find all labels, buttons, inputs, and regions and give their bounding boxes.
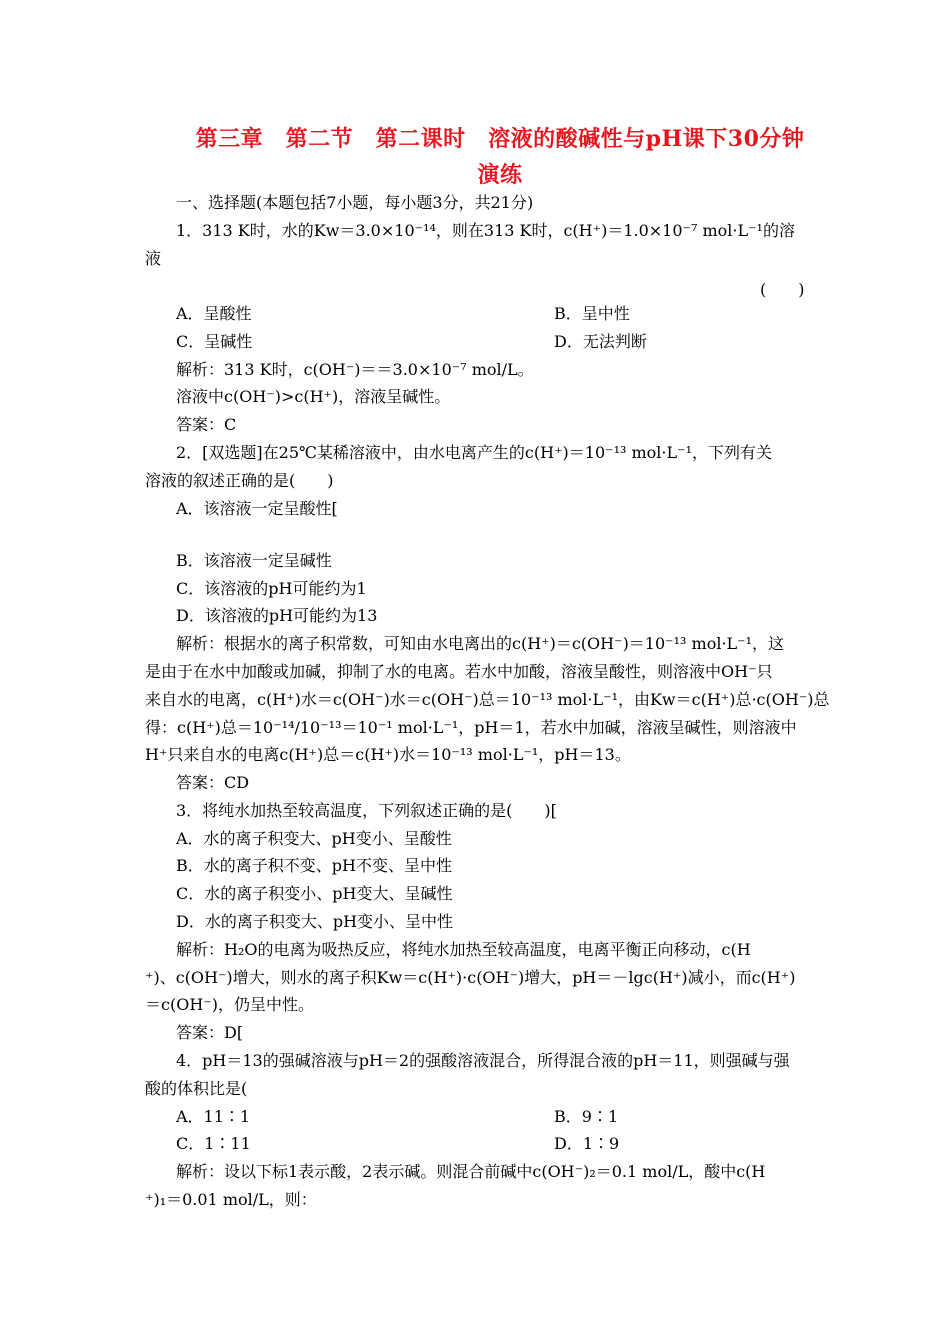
q2-stem-line-2: 溶液的叙述正确的是( ) (145, 471, 334, 490)
q3-option-c: C．水的离子积变小、pH变大、呈碱性 (176, 884, 453, 903)
q4-stem-line-2: 酸的体积比是( (145, 1079, 248, 1098)
q3-explanation-line-3: ＝c(OH⁻)，仍呈中性。 (145, 995, 314, 1014)
q1-stem-line-1: 1．313 K时，水的Kw＝3.0×10⁻¹⁴，则在313 K时，c(H⁺)＝1.0×10⁻⁷ mol·L⁻¹的溶 (176, 221, 795, 240)
page-title-line-1: 第三章 第二节 第二课时 溶液的酸碱性与pH课下30分钟 (195, 126, 805, 152)
q2-explanation-line-1: 解析：根据水的离子积常数，可知由水电离出的c(H⁺)＝c(OH⁻)＝10⁻¹³ mol·L⁻¹，这 (176, 634, 785, 653)
q3-option-b: B．水的离子积不变、pH不变、呈中性 (176, 856, 452, 875)
page-title-line-2: 演练 (477, 162, 523, 188)
q1-explanation-line-1: 解析：313 K时，c(OH⁻)＝＝3.0×10⁻⁷ mol/L。 (176, 360, 534, 379)
q3-option-a: A．水的离子积变大、pH变小、呈酸性 (176, 829, 452, 848)
q4-option-b: B．9∶1 (554, 1107, 619, 1126)
q1-option-b: B．呈中性 (554, 304, 630, 323)
q4-option-a: A．11∶1 (176, 1107, 251, 1126)
q1-answer: 答案：C (176, 415, 237, 434)
q1-option-c: C．呈碱性 (176, 332, 253, 351)
section-header: 一、选择题(本题包括7小题，每小题3分，共21分) (176, 193, 534, 212)
q1-options-row-2 (176, 332, 776, 352)
q2-option-d: D．该溶液的pH可能约为13 (176, 606, 378, 625)
q4-options-row-1 (176, 1107, 776, 1127)
q2-explanation-line-5: H⁺只来自水的电离c(H⁺)总＝c(H⁺)水＝10⁻¹³ mol·L⁻¹，pH＝13。 (145, 745, 631, 764)
q4-explanation-line-1: 解析：设以下标1表示酸，2表示碱。则混合前碱中c(OH⁻)₂＝0.1 mol/L，酸中c(H (176, 1162, 766, 1181)
q2-stem-line-1: 2．[双选题]在25℃某稀溶液中，由水电离产生的c(H⁺)＝10⁻¹³ mol·L⁻¹，下列有关 (176, 443, 772, 462)
q2-explanation-line-4: 得：c(H⁺)总＝10⁻¹⁴/10⁻¹³＝10⁻¹ mol·L⁻¹，pH＝1，若水中加碱，溶液呈碱性，则溶液中 (145, 718, 797, 737)
q1-option-a: A．呈酸性 (176, 304, 252, 323)
q4-stem-line-1: 4．pH＝13的强碱溶液与pH＝2的强酸溶液混合，所得混合液的pH＝11，则强碱与强 (176, 1051, 790, 1070)
q1-stem-line-2: 液 (145, 249, 162, 268)
q3-explanation-line-1: 解析：H₂O的电离为吸热反应，将纯水加热至较高温度，电离平衡正向移动，c(H (176, 940, 751, 959)
q2-option-a: A．该溶液一定呈酸性[ (176, 499, 338, 518)
q4-options-row-2 (176, 1134, 776, 1154)
q2-explanation-line-2: 是由于在水中加酸或加碱，抑制了水的电离。若水中加酸，溶液呈酸性，则溶液中OH⁻只 (145, 662, 773, 681)
q4-option-d: D．1∶9 (554, 1134, 620, 1153)
q4-option-c: C．1∶11 (176, 1134, 251, 1153)
q4-explanation-line-2: ⁺)₁＝0.01 mol/L，则： (145, 1190, 317, 1209)
q1-options-row-1 (176, 304, 776, 324)
q2-option-b: B．该溶液一定呈碱性 (176, 551, 332, 570)
q2-explanation-line-3: 来自水的电离，c(H⁺)水＝c(OH⁻)水＝c(OH⁻)总＝10⁻¹³ mol·L⁻¹，由Kw＝c(H⁺)总·c(OH⁻)总 (145, 690, 830, 709)
q1-explanation-line-2: 溶液中c(OH⁻)>c(H⁺)，溶液呈碱性。 (176, 387, 451, 406)
q2-answer: 答案：CD (176, 773, 250, 792)
q3-answer: 答案：D[ (176, 1023, 244, 1042)
q3-stem: 3．将纯水加热至较高温度，下列叙述正确的是( )[ (176, 801, 557, 820)
q2-option-c: C．该溶液的pH可能约为1 (176, 579, 367, 598)
q1-option-d: D．无法判断 (554, 332, 647, 351)
q3-explanation-line-2: ⁺)、c(OH⁻)增大，则水的离子积Kw＝c(H⁺)·c(OH⁻)增大，pH＝－lgc(H⁺)减小，而c(H⁺) (145, 968, 796, 987)
q3-option-d: D．水的离子积变大、pH变小、呈中性 (176, 912, 454, 931)
q1-answer-paren: ( ) (760, 280, 805, 299)
